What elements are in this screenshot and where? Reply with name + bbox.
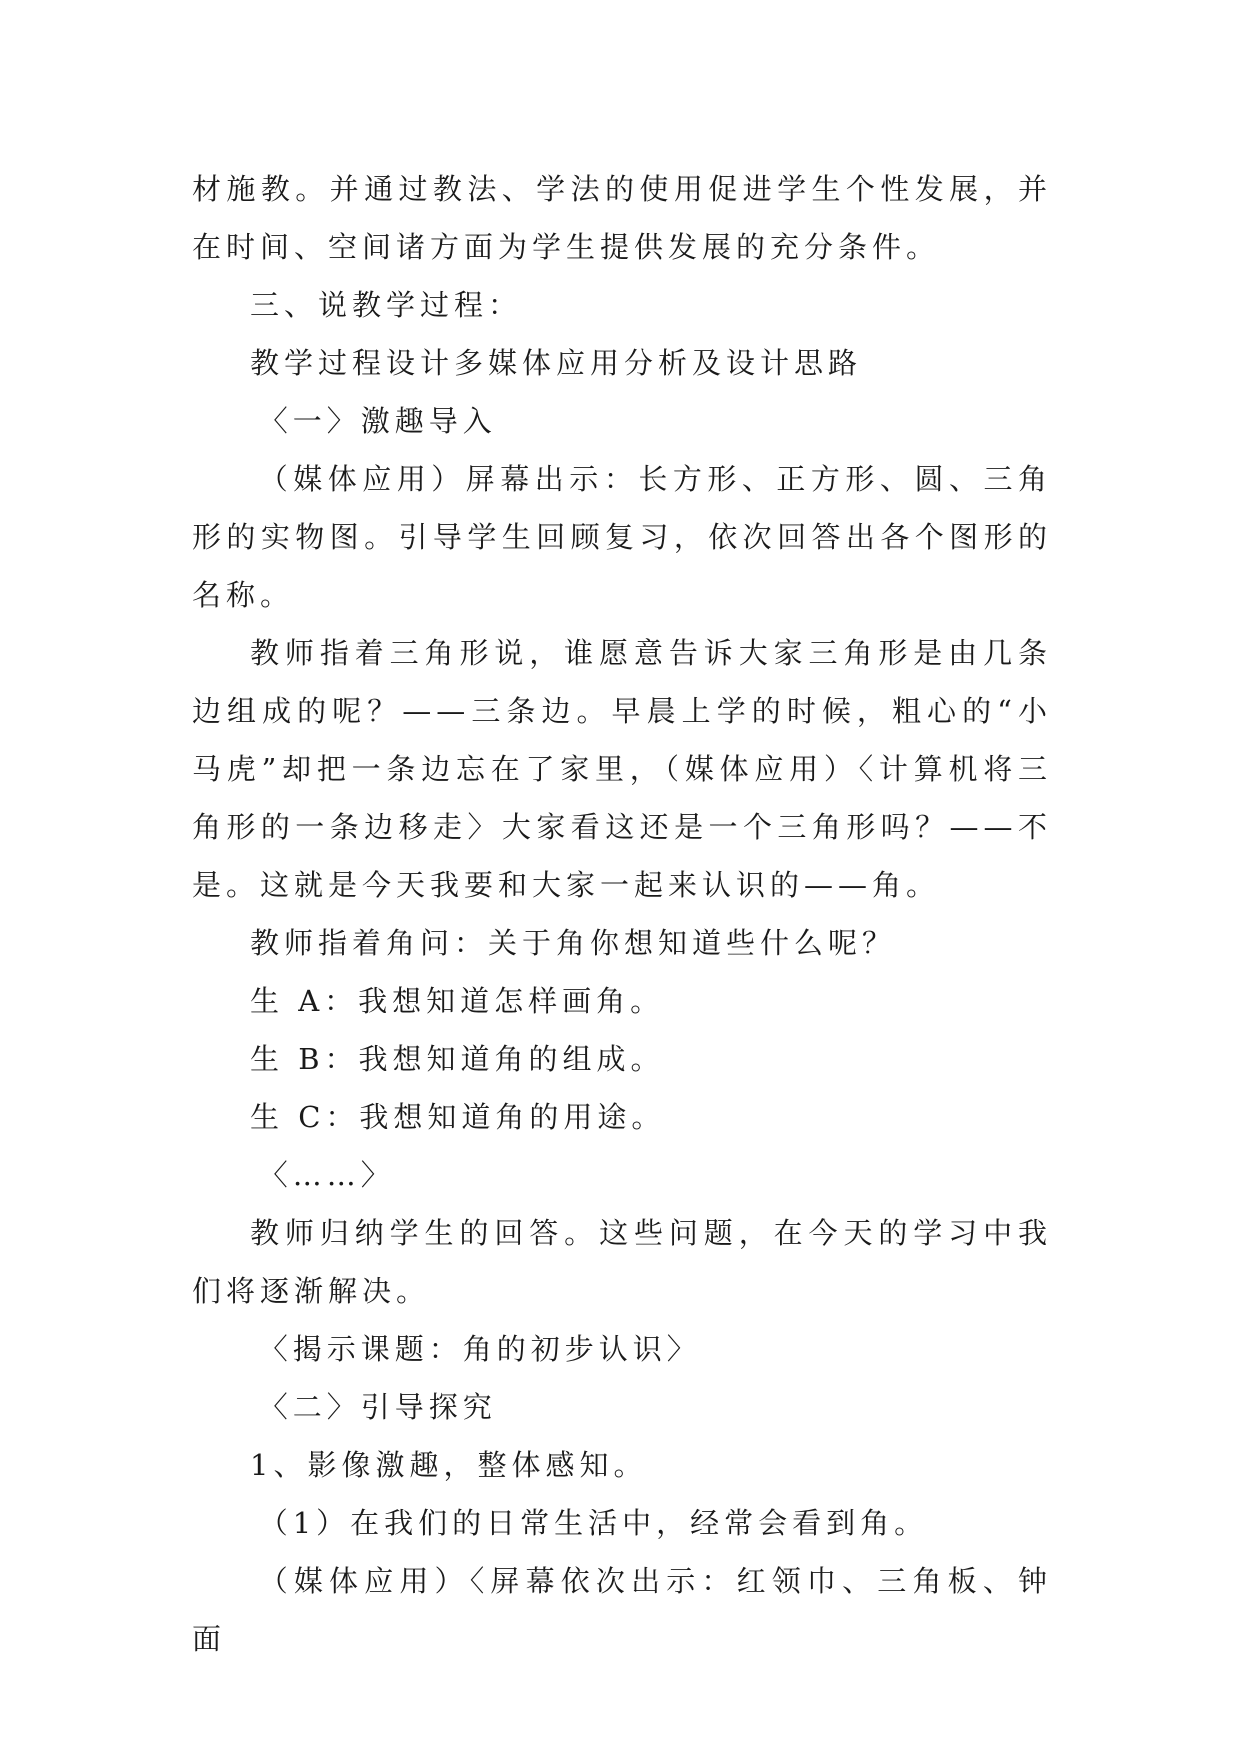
section-heading-teaching-process: 三、说教学过程： [250,288,523,322]
paragraph: 教师指着三角形说，谁愿意告诉大家三角形是由几条边组成的呢？——三条边。早晨上学的时候，粗心的“小马虎”却把一条边忘在了家里，（媒体应用）〈计算机将三角形的一条边移走〉大家看这还是一个三角形吗？——不是。这就是今天我要和大家一起来认识的——角。 [192,636,1052,902]
document-body [192,160,1052,1668]
list-item-1-1: （1）在我们的日常生活中，经常会看到角。 [258,1506,929,1540]
student-answer-a: 生 A：我想知道怎样画角。 [250,984,665,1018]
student-answer-c: 生 C：我想知道角的用途。 [250,1100,666,1134]
subsection-heading-1: 〈一〉激趣导入 [258,404,497,438]
paragraph-continuation: 材施教。并通过教法、学法的使用促进学生个性发展，并在时间、空间诸方面为学生提供发展的充分条件。 [192,172,1052,264]
student-answer-b: 生 B：我想知道角的组成。 [250,1042,665,1076]
list-item-1: 1、影像激趣，整体感知。 [250,1448,648,1482]
topic-reveal: 〈揭示课题：角的初步认识〉 [258,1332,701,1366]
subsection-heading-2: 〈二〉引导探究 [258,1390,497,1424]
ellipsis-line: 〈……〉 [258,1158,395,1192]
paragraph: 教师归纳学生的回答。这些问题，在今天的学习中我们将逐渐解决。 [192,1216,1052,1308]
paragraph: 教学过程设计多媒体应用分析及设计思路 [250,346,863,380]
paragraph: （媒体应用）屏幕出示：长方形、正方形、圆、三角形的实物图。引导学生回顾复习，依次回答出各个图形的名称。 [192,462,1052,612]
paragraph: 教师指着角问：关于角你想知道些什么呢？ [250,926,897,960]
paragraph: （媒体应用）〈屏幕依次出示：红领巾、三角板、钟面 [192,1564,1052,1656]
